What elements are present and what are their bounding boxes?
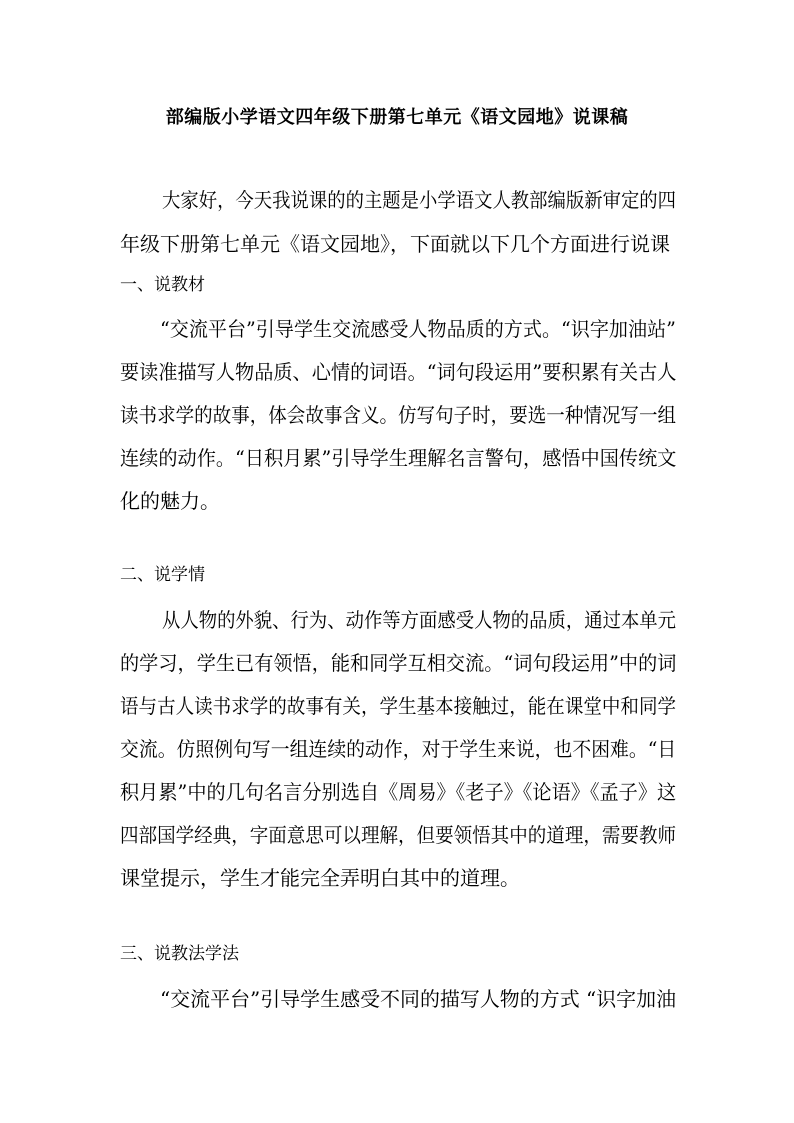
document-title: 部编版小学语文四年级下册第七单元《语文园地》说课稿: [165, 107, 629, 128]
section-2-line-5: 积月累”中的几句名言分别选自《周易》《老子》《论语》《孟子》这: [120, 780, 677, 804]
section-3-line-1: “交流平台”引导学生感受不同的描写人物的方式 “识字加油: [160, 987, 677, 1011]
section-2-line-1: 从人物的外貌、行为、动作等方面感受人物的品质，通过本单元: [162, 608, 677, 632]
intro-line-1: 大家好，今天我说课的的主题是小学语文人教部编版新审定的四: [162, 188, 677, 212]
section-1-line-3: 读书求学的故事，体会故事含义。仿写句子时，要选一种情况写一组: [120, 403, 677, 427]
section-1-line-4: 连续的动作。“日积月累”引导学生理解名言警句，感悟中国传统文: [120, 446, 677, 470]
section-1-line-2: 要读准描写人物品质、心情的词语。“词句段运用”要积累有关古人: [120, 360, 677, 384]
section-heading-learning-situation: 二、说学情: [120, 565, 205, 585]
section-heading-teaching-material: 一、说教材: [120, 275, 205, 295]
section-1-line-1: “交流平台”引导学生交流感受人物品质的方式。“识字加油站”: [160, 317, 676, 341]
section-2-line-3: 语与古人读书求学的故事有关，学生基本接触过，能在课堂中和同学: [120, 694, 677, 718]
section-2-line-4: 交流。仿照例句写一组连续的动作，对于学生来说，也不困难。“日: [120, 737, 677, 761]
intro-line-2: 年级下册第七单元《语文园地》，下面就以下几个方面进行说课: [120, 232, 670, 256]
section-2-line-7: 课堂提示，学生才能完全弄明白其中的道理。: [120, 866, 520, 890]
section-heading-teaching-methods: 三、说教法学法: [120, 944, 239, 964]
section-2-line-6: 四部国学经典，字面意思可以理解，但要领悟其中的道理，需要教师: [120, 823, 677, 847]
section-2-line-2: 的学习，学生已有领悟，能和同学互相交流。“词句段运用”中的词: [120, 651, 677, 675]
section-1-line-5: 化的魅力。: [120, 489, 220, 513]
